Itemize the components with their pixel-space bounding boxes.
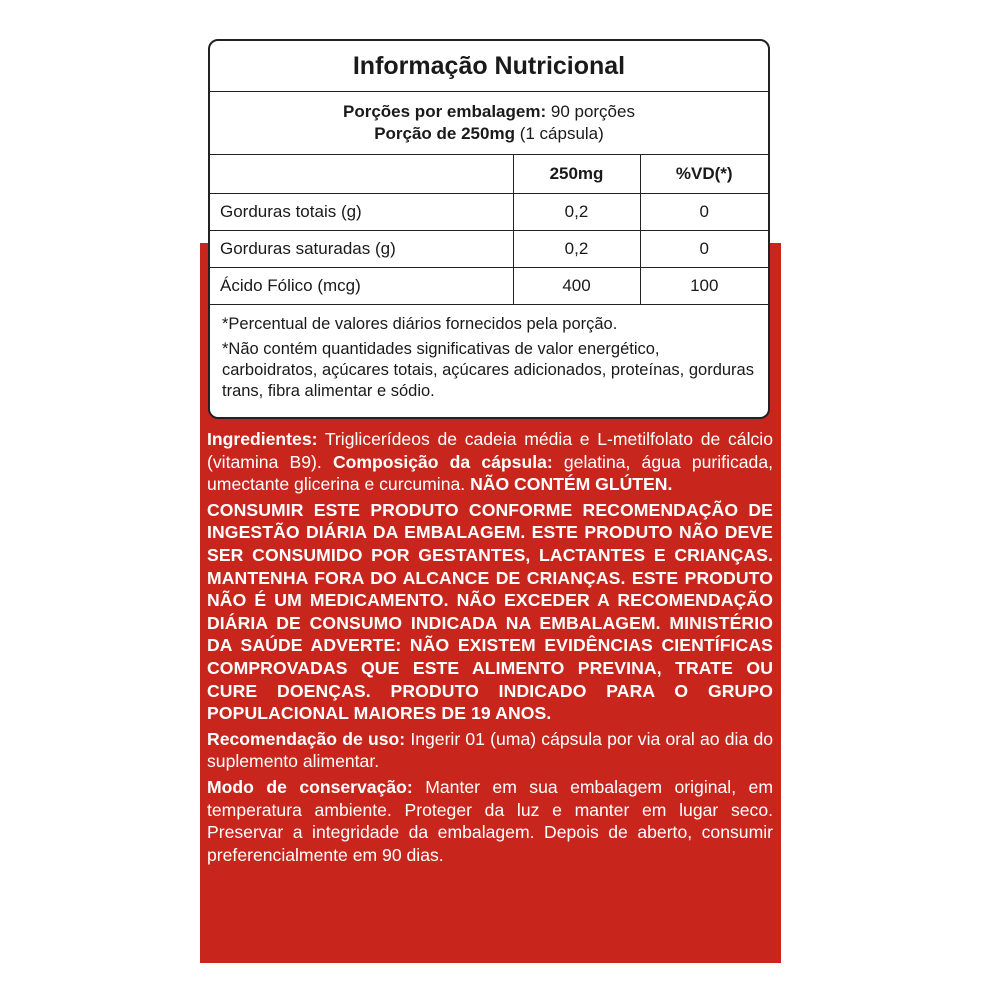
storage-value: Manter em sua embalagem original, em temperatura ambiente. Proteger da luz e manter em lugar seco. Preservar a integridade da embalagem. Depois de aberto, consumir preferencialmente em 90 dias. — [207, 776, 773, 865]
nutrition-facts-table — [208, 39, 770, 419]
nutrient-table — [210, 155, 768, 305]
nutrient-amount: 400 — [513, 267, 640, 304]
table-row — [210, 193, 768, 230]
nutrient-amount: 0,2 — [513, 230, 640, 267]
servings-value: 90 porções — [550, 102, 635, 121]
nutrient-amount: 0,2 — [513, 193, 640, 230]
column-header-nutrient — [210, 155, 513, 193]
nutrient-name: Gorduras saturadas (g) — [210, 230, 513, 267]
ingredients-paragraph — [207, 428, 773, 496]
usage-value: Ingerir 01 (uma) cápsula por via oral ao dia do suplemento alimentar. — [207, 728, 774, 772]
warning-paragraph: CONSUMIR ESTE PRODUTO CONFORME RECOMENDAÇÃO DE INGESTÃO DIÁRIA DA EMBALAGEM. ESTE PRODUTO NÃO DEVE SER CONSUMIDO POR GESTANTES, LACTANTES E CRIANÇAS. MANTENHA FORA DO ALCANCE DE CRIANÇAS. ESTE PRODUTO NÃO É UM MEDICAMENTO. NÃO EXCEDER A RECOMENDAÇÃO DIÁRIA DE CONSUMO INDICADA NA EMBALAGEM. MINISTÉRIO DA SAÚDE ADVERTE: NÃO EXISTEM EVIDÊNCIAS CIENTÍFICAS COMPROVADAS QUE ESTE ALIMENTO PREVINA, TRATE OU CURE DOENÇAS. PRODUTO INDICADO PARA O GRUPO POPULACIONAL MAIORES DE 19 ANOS. — [207, 499, 773, 724]
nutrient-vd: 0 — [640, 193, 768, 230]
footnote-daily-values: *Percentual de valores diários fornecidos pela porção. — [222, 314, 618, 333]
servings-per-package — [210, 101, 768, 123]
storage-label: Modo de conservação: — [207, 776, 413, 797]
portion-size — [210, 123, 768, 145]
table-row — [210, 230, 768, 267]
column-header-amount: 250mg — [513, 155, 640, 193]
table-row — [210, 267, 768, 304]
usage-paragraph — [207, 728, 773, 773]
column-header-vd: %VD(*) — [640, 155, 768, 193]
nutrient-vd: 100 — [640, 267, 768, 304]
nutrient-name: Gorduras totais (g) — [210, 193, 513, 230]
nutrient-name: Ácido Fólico (mcg) — [210, 267, 513, 304]
footnote-insignificant: *Não contém quantidades significativas de valor energético, carboidratos, açúcares totais, açúcares adicionados, proteínas, gorduras trans, fibra alimentar e sódio. — [222, 339, 754, 400]
nutrient-vd: 0 — [640, 230, 768, 267]
capsule-value: gelatina, água purificada, umectante glicerina e curcumina. — [207, 451, 774, 495]
label-text-block — [207, 428, 773, 869]
portion-label: Porção de 250mg — [374, 124, 515, 143]
nutrition-footnotes — [210, 305, 768, 402]
storage-paragraph — [207, 776, 773, 866]
table-header-row — [210, 155, 768, 193]
servings-label: Porções por embalagem: — [343, 102, 547, 121]
nutrition-title: Informação Nutricional — [210, 41, 768, 92]
gluten-notice: NÃO CONTÉM GLÚTEN. — [470, 474, 673, 495]
portion-value: (1 cápsula) — [519, 124, 604, 143]
ingredients-label: Ingredientes: — [207, 429, 318, 449]
capsule-label: Composição da cápsula: — [332, 451, 553, 472]
serving-info — [210, 92, 768, 155]
ingredients-value: Triglicerídeos de cadeia média e L-metilfolato de cálcio (vitamina B9). — [207, 429, 773, 472]
usage-label: Recomendação de uso: — [207, 728, 406, 749]
